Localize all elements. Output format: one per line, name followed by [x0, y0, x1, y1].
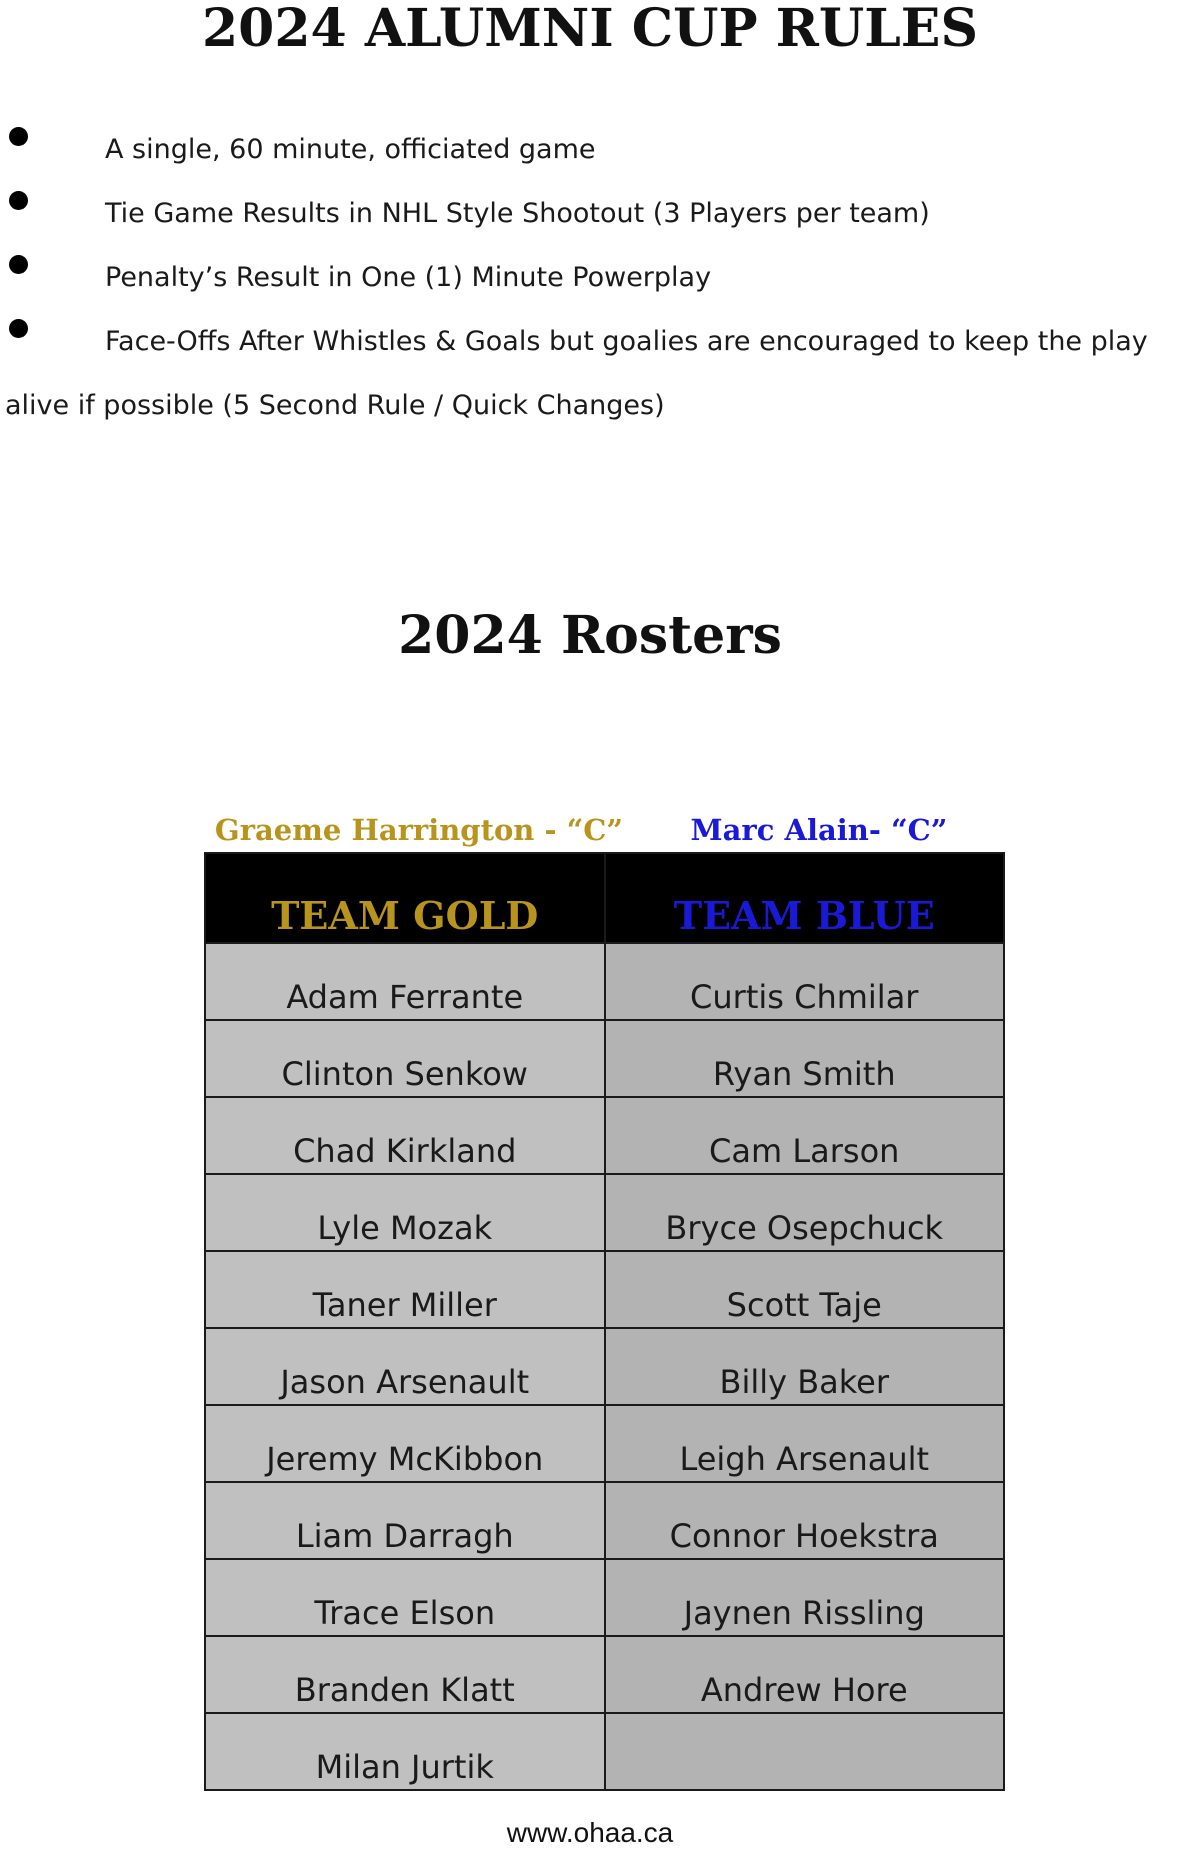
- gold-player: Adam Ferrante: [205, 943, 605, 1020]
- rules-list: [0, 120, 1180, 421]
- blue-player: Jaynen Rissling: [605, 1559, 1005, 1636]
- rule-text: Penalty’s Result in One (1) Minute Powerplay: [105, 262, 712, 293]
- roster-table: [204, 852, 1005, 1791]
- rule-item: [0, 312, 1180, 421]
- blue-player: Cam Larson: [605, 1097, 1005, 1174]
- rule-text: Tie Game Results in NHL Style Shootout (3 Players per team): [105, 198, 930, 229]
- bullet-icon: [9, 191, 28, 210]
- blue-captain: Marc Alain- “C”: [690, 813, 948, 847]
- table-row: [205, 943, 1004, 1020]
- bullet-icon: [9, 255, 28, 274]
- blue-player: Curtis Chmilar: [605, 943, 1005, 1020]
- gold-player: Lyle Mozak: [205, 1174, 605, 1251]
- rule-item: [0, 248, 1180, 312]
- gold-player: Branden Klatt: [205, 1636, 605, 1713]
- table-row: [205, 1097, 1004, 1174]
- blue-player: Bryce Osepchuck: [605, 1174, 1005, 1251]
- gold-player: Clinton Senkow: [205, 1020, 605, 1097]
- gold-player: Taner Miller: [205, 1251, 605, 1328]
- blue-player: Connor Hoekstra: [605, 1482, 1005, 1559]
- team-blue-header: TEAM BLUE: [605, 853, 1005, 943]
- table-row: [205, 1636, 1004, 1713]
- table-row: [205, 1174, 1004, 1251]
- rule-continuation: alive if possible (5 Second Rule / Quick Changes): [5, 390, 665, 421]
- footer-url: www.ohaa.ca: [506, 1817, 674, 1848]
- gold-player: Liam Darragh: [205, 1482, 605, 1559]
- table-row: [205, 1251, 1004, 1328]
- rule-text: Face-Offs After Whistles & Goals but goalies are encouraged to keep the play: [105, 326, 1148, 357]
- gold-player: Milan Jurtik: [205, 1713, 605, 1790]
- gold-player: Jeremy McKibbon: [205, 1405, 605, 1482]
- table-row: [205, 1405, 1004, 1482]
- blue-player: Billy Baker: [605, 1328, 1005, 1405]
- table-row: [205, 1482, 1004, 1559]
- gold-captain: Graeme Harrington - “C”: [214, 813, 624, 847]
- bullet-icon: [9, 319, 28, 338]
- bullet-icon: [9, 127, 28, 146]
- roster-header-row: [205, 853, 1004, 943]
- table-row: [205, 1020, 1004, 1097]
- gold-player: Chad Kirkland: [205, 1097, 605, 1174]
- rule-text: A single, 60 minute, officiated game: [105, 134, 596, 165]
- rules-title: 2024 ALUMNI CUP RULES: [201, 0, 978, 59]
- table-row: [205, 1559, 1004, 1636]
- table-row: [205, 1713, 1004, 1790]
- rule-item: [0, 120, 1180, 184]
- rule-item: [0, 184, 1180, 248]
- gold-player: Trace Elson: [205, 1559, 605, 1636]
- rosters-title: 2024 Rosters: [398, 605, 782, 666]
- blue-player-empty: [605, 1713, 1005, 1790]
- blue-player: Ryan Smith: [605, 1020, 1005, 1097]
- gold-player: Jason Arsenault: [205, 1328, 605, 1405]
- blue-player: Leigh Arsenault: [605, 1405, 1005, 1482]
- table-row: [205, 1328, 1004, 1405]
- team-gold-header: TEAM GOLD: [205, 853, 605, 943]
- blue-player: Andrew Hore: [605, 1636, 1005, 1713]
- blue-player: Scott Taje: [605, 1251, 1005, 1328]
